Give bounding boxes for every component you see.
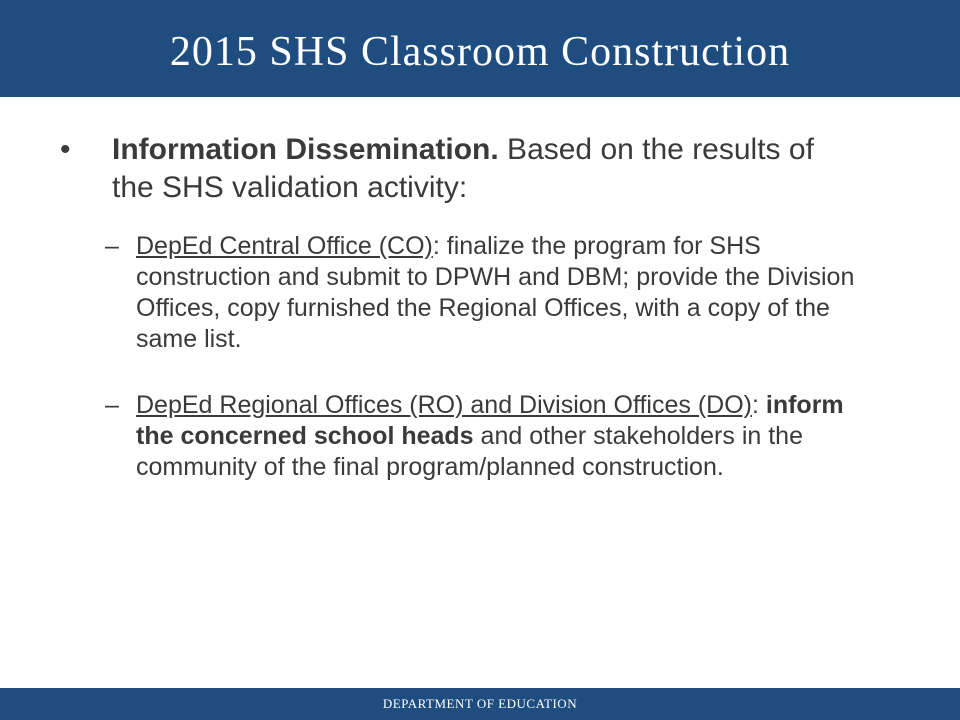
sub-item-text <box>136 231 876 355</box>
bullet-body: Based on the results of the SHS validation activity: <box>112 133 814 204</box>
footer-label: DEPARTMENT OF EDUCATION <box>382 696 578 711</box>
sub-item-dash: – <box>105 391 119 419</box>
sub-item-text <box>136 390 876 483</box>
sub-item-heading: DepEd Regional Offices (RO) and Division Offices (DO) <box>136 391 752 419</box>
sub-item-body: and other stakeholders in the community of the final program/planned construction. <box>136 422 803 481</box>
sub-item-colon: : <box>751 391 766 419</box>
title-bar <box>0 0 960 97</box>
bullet-marker: • <box>60 133 71 166</box>
bullet-text <box>112 131 852 207</box>
sub-item-emphasis: inform the concerned school heads <box>136 391 844 450</box>
footer-bar <box>0 688 960 720</box>
bullet-lead: Information Dissemination. <box>112 133 499 166</box>
sub-item-dash: – <box>105 232 119 260</box>
sub-item-heading: DepEd Central Office (CO) <box>136 232 433 260</box>
slide-title: 2015 SHS Classroom Construction <box>169 28 791 75</box>
sub-item-body: : finalize the program for SHS construction and submit to DPWH and DBM; provide the Division Offices, copy furnished the Regional Offices, with a copy of the same list. <box>136 232 855 353</box>
